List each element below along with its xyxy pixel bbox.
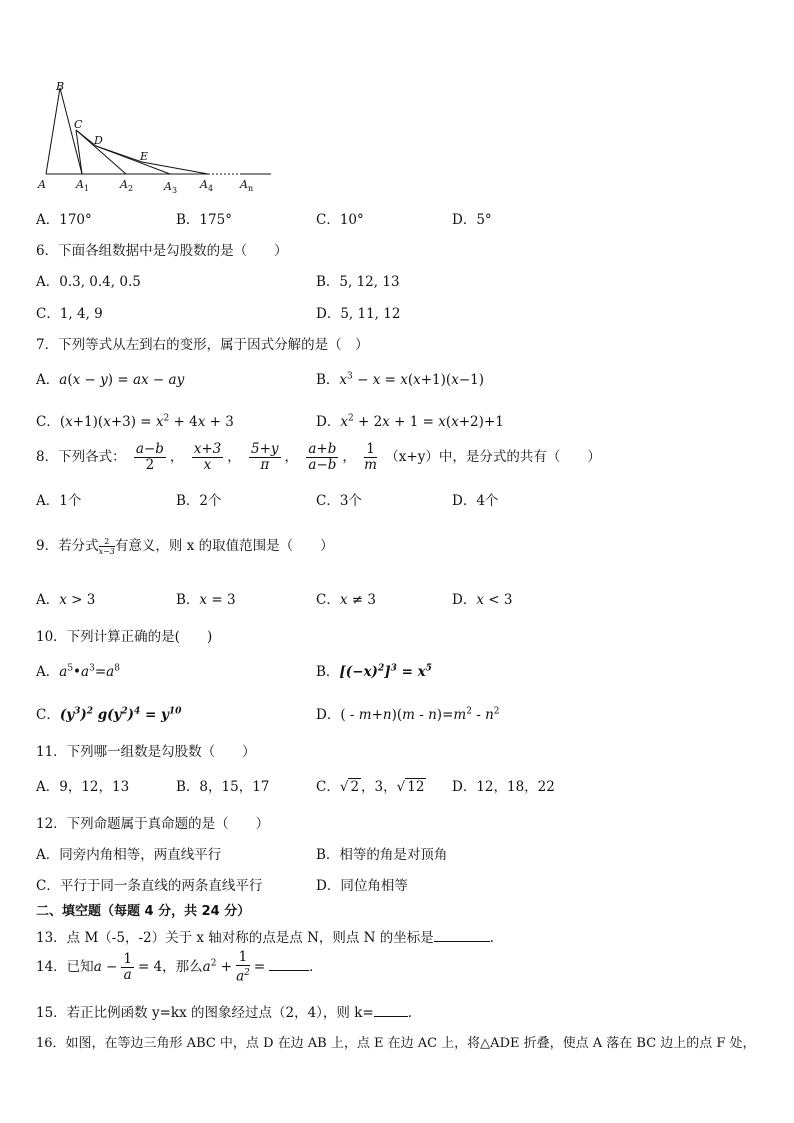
q9-option-b[interactable]: B．x = 3 (176, 592, 236, 608)
q7-stem: 7．下列等式从左到右的变形，属于因式分解的是（ ） (36, 337, 369, 353)
q7-option-c[interactable]: C．$(x+1)(x+3) = x^2 + 4x + 3$ (36, 413, 234, 430)
q8-option-c[interactable]: C．3个 (316, 493, 362, 509)
q8-option-b[interactable]: B．2个 (176, 493, 222, 509)
q10-option-d[interactable]: D．( - $m+n)(m - n)=m^2 - n^2$ (316, 706, 500, 723)
q8-stem: 8．下列各式： $\frac{a-b}{2}$ ， $\frac{x+3}{x}$ ， $\frac{5+y}{\pi}$ ， $\frac{a+b}{a-b}$ ， $\frac{1}{m}$ （x+y）中，是分式的共有（ ） (36, 441, 601, 473)
q10-option-a[interactable]: A．$a^5•a^3=a^8$ (36, 663, 120, 680)
label-a4: $A_4$ (200, 178, 214, 193)
label-d: D (94, 134, 103, 147)
q12-option-b[interactable]: B．相等的角是对顶角 (316, 847, 448, 863)
q16: 16．如图，在等边三角形 ABC 中，点 D 在边 AB 上，点 E 在边 AC 上，将△ADE 折叠，使点 A 落在 BC 边上的点 F 处， (36, 1036, 756, 1051)
label-a1: $A_1$ (76, 178, 90, 193)
label-e: E (140, 150, 149, 163)
q5-option-c[interactable]: C．10° (316, 212, 364, 228)
q6-option-a[interactable]: A．0.3, 0.4, 0.5 (36, 274, 141, 290)
q11-option-b[interactable]: B．8，15，17 (176, 779, 270, 795)
q10-option-b[interactable]: B．$[(-x)^2]^3 = x^5$ (316, 663, 432, 680)
label-a2: $A_2$ (120, 178, 134, 193)
q12-stem: 12．下列命题属于真命题的是（ ） (36, 816, 270, 832)
q9-option-d[interactable]: D．x < 3 (452, 592, 513, 608)
label-b: B (56, 80, 65, 93)
q5-option-d[interactable]: D．5° (452, 212, 492, 228)
q7-option-d[interactable]: D．$x^2 + 2x + 1 = x(x+2)+1$ (316, 413, 504, 430)
label-an: $A_n$ (240, 178, 254, 193)
q13: 13．点 M（-5，-2）关于 x 轴对称的点是点 N，则点 N 的坐标是 ． (36, 930, 504, 946)
label-a3: $A_3$ (164, 180, 178, 195)
q15-answer-blank[interactable] (374, 1004, 408, 1017)
q12-option-d[interactable]: D．同位角相等 (316, 878, 408, 894)
q7-option-a[interactable]: A．a(x − y) = ax − ay (36, 372, 185, 388)
geometry-figure (36, 78, 276, 196)
q6-option-c[interactable]: C．1, 4, 9 (36, 306, 103, 322)
q10-option-c[interactable]: C．$(y^3)^2$ $g(y^2)^4 = y^{10}$ (36, 706, 182, 723)
q7-option-b[interactable]: B．$x^3 - x = x(x+1)(x-1)$ (316, 371, 484, 388)
label-c: C (74, 118, 83, 131)
q12-option-c[interactable]: C．平行于同一条直线的两条直线平行 (36, 878, 263, 894)
section-fill-in-title: 二、填空题（每题 4 分，共 24 分） (36, 904, 251, 919)
q14-answer-blank[interactable] (269, 958, 309, 971)
q5-option-a[interactable]: A．170° (36, 212, 92, 228)
q5-option-b[interactable]: B．175° (176, 212, 232, 228)
q6-stem: 6．下面各组数据中是勾股数的是（ ） (36, 243, 288, 259)
q9-stem: 9．若分式 $\frac{2}{x-3}$ 有意义，则 x 的取值范围是（ ） (36, 537, 334, 556)
q8-option-d[interactable]: D．4个 (452, 493, 499, 509)
q11-option-a[interactable]: A．9，12，13 (36, 779, 130, 795)
q13-answer-blank[interactable] (434, 929, 490, 942)
q15: 15．若正比例函数 y=kx 的图象经过点（2，4），则 k= ． (36, 1005, 422, 1021)
q6-option-d[interactable]: D．5, 11, 12 (316, 306, 401, 322)
q11-option-d[interactable]: D．12，18，22 (452, 779, 555, 795)
q6-option-b[interactable]: B．5, 12, 13 (316, 274, 400, 290)
q11-stem: 11．下列哪一组数是勾股数（ ） (36, 744, 256, 760)
q8-option-a[interactable]: A．1个 (36, 493, 82, 509)
q9-option-c[interactable]: C．x ≠ 3 (316, 592, 376, 608)
q12-option-a[interactable]: A．同旁内角相等，两直线平行 (36, 847, 222, 863)
label-a: A (38, 178, 46, 191)
q9-option-a[interactable]: A．x > 3 (36, 592, 96, 608)
q11-option-c[interactable]: C．√ 2 ，3，√ 12 (316, 779, 425, 795)
q10-stem: 10．下列计算正确的是( ) (36, 629, 213, 645)
q14: 14．已知a − $\frac{1}{a}$ = 4，那么$a^2$ + $\frac{1}{a^2}$ = ． (36, 949, 323, 985)
